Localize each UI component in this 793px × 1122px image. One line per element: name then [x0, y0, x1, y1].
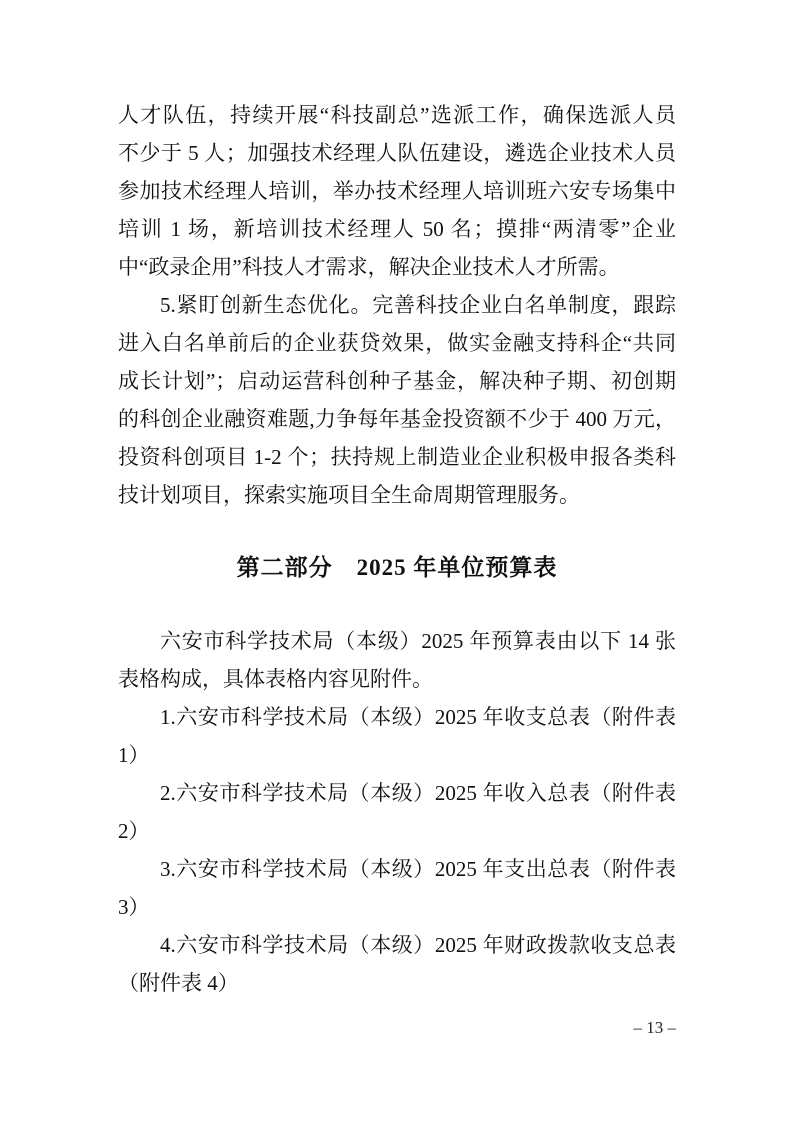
table-list-item: 4.六安市科学技术局（本级）2025 年财政拨款收支总表 — [160, 933, 676, 957]
table-list-item: 3） — [118, 895, 150, 919]
body-line: 人才队伍，持续开展“科技副总”选派工作，确保选派人员 — [118, 103, 676, 127]
document-body — [118, 96, 676, 1002]
body-line: 进入白名单前后的企业获贷效果，做实金融支持科企“共同 — [118, 331, 676, 355]
table-list-item: 2） — [118, 819, 150, 843]
body-line: 投资科创项目 1-2 个；扶持规上制造业企业积极申报各类科 — [118, 445, 676, 469]
body-line: 成长计划”；启动运营科创种子基金，解决种子期、初创期 — [118, 369, 676, 393]
table-list-item: 1.六安市科学技术局（本级）2025 年收支总表（附件表 — [160, 705, 676, 729]
body-line: 不少于 5 人；加强技术经理人队伍建设，遴选企业技术人员 — [118, 141, 676, 165]
body-line: 参加技术经理人培训，举办技术经理人培训班六安专场集中 — [118, 179, 676, 203]
body-line: 表格构成，具体表格内容见附件。 — [118, 667, 433, 691]
body-line: 技计划项目，探索实施项目全生命周期管理服务。 — [118, 483, 580, 507]
table-list-item: 1） — [118, 743, 150, 767]
body-line: 中“政录企用”科技人才需求，解决企业技术人才所需。 — [118, 255, 620, 279]
table-list-item: 2.六安市科学技术局（本级）2025 年收入总表（附件表 — [160, 781, 676, 805]
table-list-item: 3.六安市科学技术局（本级）2025 年支出总表（附件表 — [160, 857, 676, 881]
page-number: – 13 – — [633, 1018, 676, 1037]
body-line: 培训 1 场，新培训技术经理人 50 名；摸排“两清零”企业 — [118, 217, 676, 241]
body-line: 的科创企业融资难题,力争每年基金投资额不少于 400 万元， — [118, 407, 676, 431]
table-list-item: （附件表 4） — [118, 971, 239, 995]
section-heading: 第二部分 2025 年单位预算表 — [236, 555, 558, 580]
body-line: 六安市科学技术局（本级）2025 年预算表由以下 14 张 — [160, 629, 676, 653]
body-line: 5.紧盯创新生态优化。完善科技企业白名单制度，跟踪 — [160, 293, 676, 317]
